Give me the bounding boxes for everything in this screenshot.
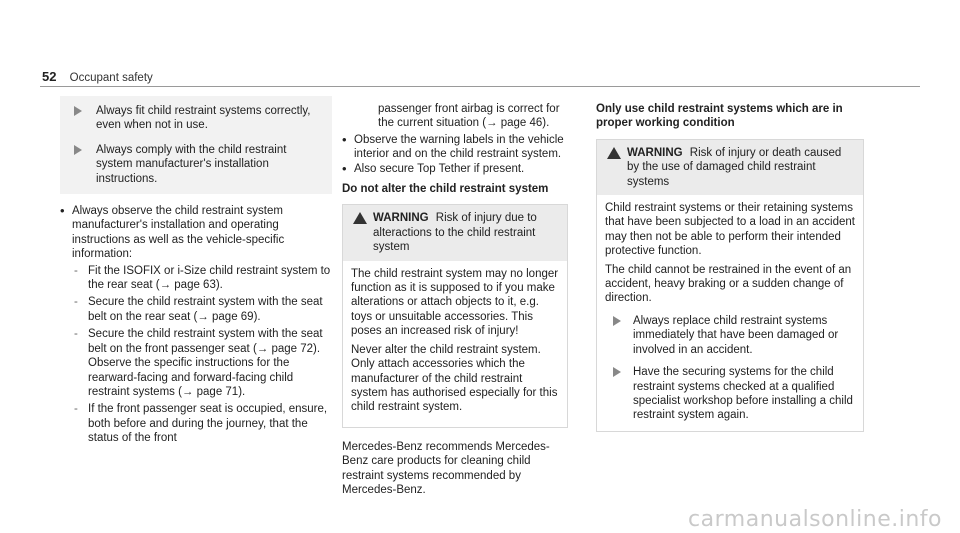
warning-body [343, 261, 567, 427]
warning-box [342, 204, 568, 427]
warning-paragraph: The child restraint system may no longer function as it is supposed to if you make alterations or attach objects to it, e.g. toys or unsuitable accessories. This poses an increased risk of injury! [351, 267, 559, 338]
list-item: • Also secure Top Tether if present. [342, 162, 568, 176]
watermark: carmanualsonline.info [688, 506, 942, 532]
page-header [42, 70, 153, 85]
play-arrow-icon [74, 145, 82, 155]
dash-item: - Fit the ISOFIX or i-Size child restraint system to the rear seat (→ page 63). [72, 264, 332, 293]
tip-text: Have the securing systems for the child restraint systems checked at a qualified specialist workshop before installing a child restraint system again. [633, 366, 853, 422]
column-1 [60, 96, 332, 449]
tip-text: Always replace child restraint systems immediately that have been damaged or involved in an accident. [633, 314, 839, 356]
dash-item: - If the front passenger seat is occupied, ensure, both before and during the journey, that the status of the front [72, 402, 332, 445]
tip-text: Always comply with the child restraint system manufacturer's installation instructions. [96, 143, 287, 185]
warning-icon [607, 147, 621, 159]
warning-header [343, 205, 567, 260]
warning-title: Risk of injury or death caused by the use of damaged child restraint systems [627, 146, 842, 188]
list-item [60, 204, 332, 446]
continuation-text: passenger front airbag is correct for the current situation (→ page 46). [378, 103, 560, 130]
column-3 [596, 96, 864, 444]
play-arrow-icon [74, 106, 82, 116]
warning-box [596, 139, 864, 432]
play-arrow-icon [613, 316, 621, 326]
bullet-list [342, 133, 568, 176]
list-item: • Observe the warning labels in the vehicle interior and on the child restraint system. [342, 133, 568, 162]
section-heading: Only use child restraint systems which are in proper working condition [596, 103, 843, 130]
play-arrow-icon [613, 367, 621, 377]
page-number: 52 [42, 69, 57, 84]
closing-paragraph: Mercedes-Benz recommends Mercedes-Benz care products for cleaning child restraint systems recommended by Mercedes-Benz. [342, 440, 550, 496]
section-heading: Do not alter the child restraint system [342, 183, 549, 196]
header-divider [40, 86, 920, 87]
tip-text: Always fit child restraint systems correctly, even when not in use. [96, 105, 311, 132]
warning-title: Risk of injury due to alteractions to the child restraint system [373, 212, 537, 254]
warning-header [597, 140, 863, 195]
tip-item [96, 143, 324, 186]
bullet-list [60, 204, 332, 446]
warning-paragraph: Never alter the child restraint system. Only attach accessories which the manufacturer of the child restraint system has authorised especially for this child restraint system. [351, 343, 558, 414]
column-2 [342, 96, 568, 497]
dash-list [72, 264, 332, 446]
warning-label: WARNING [627, 146, 683, 159]
tip-item [96, 104, 324, 133]
dash-item: - Secure the child restraint system with the seat belt on the front passenger seat (→ page 72). Observe the specific instructions for the rearward-facing and forward-facing child restraint systems (→ page 71). [72, 327, 332, 399]
warning-paragraph: The child cannot be restrained in the event of an accident, heavy braking or a sudden change of direction. [605, 263, 852, 305]
tip-box [60, 96, 332, 194]
warning-icon [353, 212, 367, 224]
tip-item [605, 314, 855, 357]
warning-paragraph: Child restraint systems or their retaining systems that have been subjected to a load in an accident may then not be able to perform their intended protective function. [605, 202, 855, 258]
tip-item [605, 365, 855, 423]
warning-body [597, 195, 863, 431]
section-title: Occupant safety [69, 72, 153, 84]
list-item-text: Always observe the child restraint system manufacturer's installation and operating instructions as well as the vehicle-specific information: [72, 205, 285, 261]
dash-item: - Secure the child restraint system with the seat belt on the rear seat (→ page 69). [72, 295, 332, 324]
warning-label: WARNING [373, 212, 429, 225]
